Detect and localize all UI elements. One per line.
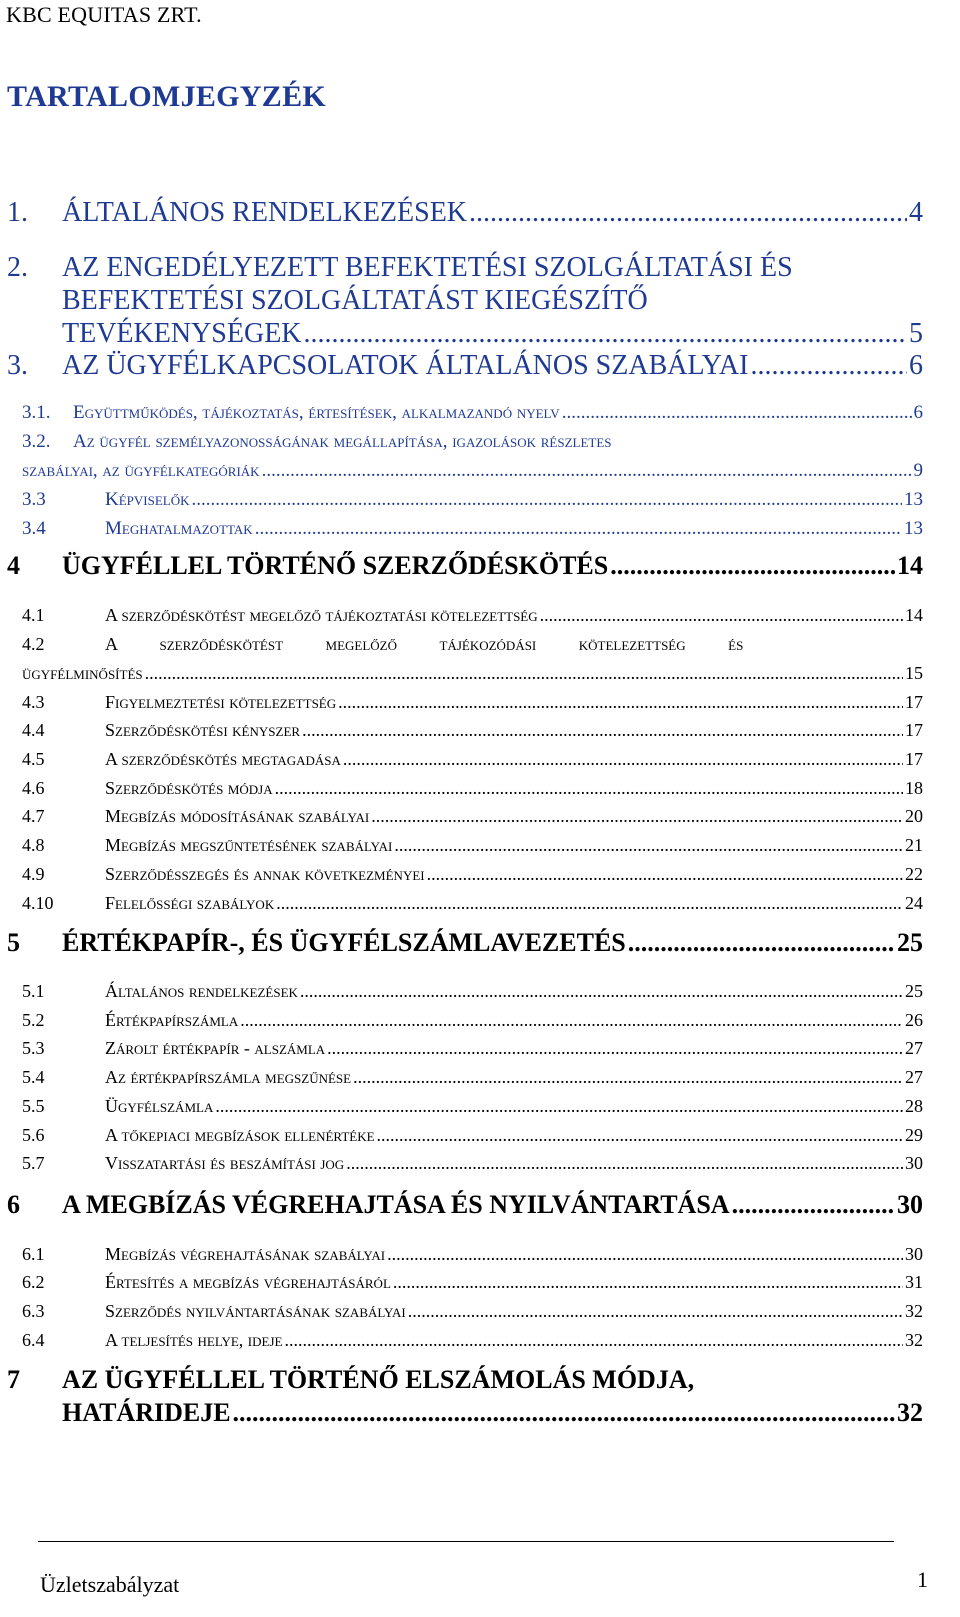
- dot-leader: [732, 1190, 895, 1220]
- toc-entry-text: A szerződéskötés megtagadása: [105, 749, 341, 769]
- toc-page-number: 27: [905, 1067, 923, 1087]
- toc-entry-number: 4.2: [22, 634, 45, 654]
- toc-entry-number: 2.: [7, 252, 28, 283]
- toc-entry-number: 5: [7, 928, 20, 957]
- toc-entry-text: BEFEKTETÉSI SZOLGÁLTATÁST KIEGÉSZÍTŐ: [62, 285, 648, 316]
- dot-leader: [540, 605, 903, 626]
- toc-page-number: 32: [905, 1301, 923, 1321]
- toc-page-number: 30: [897, 1190, 923, 1219]
- toc-entry-text: HATÁRIDEJE: [62, 1398, 231, 1427]
- dot-leader: [343, 749, 903, 770]
- toc-page-number: 20: [905, 806, 923, 826]
- dot-leader: [377, 1125, 903, 1146]
- footer-document-name: Üzletszabályzat: [40, 1572, 180, 1597]
- toc-entry-text: Megbízás végrehajtásának szabályai: [105, 1244, 386, 1264]
- dot-leader: [276, 893, 903, 914]
- dot-leader: [145, 663, 903, 684]
- toc-entry-text: AZ ENGEDÉLYEZETT BEFEKTETÉSI SZOLGÁLTATÁSI ÉS: [62, 252, 793, 283]
- footer-divider: [38, 1541, 894, 1542]
- dot-leader: [393, 1272, 903, 1293]
- toc-page-number: 13: [904, 489, 923, 510]
- toc-entry-text: ÁLTALÁNOS RENDELKEZÉSEK: [62, 197, 468, 228]
- toc-page-number: 17: [905, 692, 923, 712]
- toc-page-number: 32: [897, 1398, 923, 1427]
- toc-page-number: 4: [909, 197, 923, 228]
- toc-entry-number: 4.1: [22, 605, 45, 625]
- toc-entry-text: Felelősségi szabályok: [105, 893, 275, 913]
- dot-leader: [300, 981, 903, 1002]
- toc-entry-number: 3.1.: [22, 402, 51, 423]
- toc-entry-number: 5.5: [22, 1096, 45, 1116]
- toc-entry-text: Figyelmeztetési kötelezettség: [105, 692, 337, 712]
- toc-entry-text: Általános rendelkezések: [105, 981, 298, 1001]
- toc-page-number: 25: [905, 981, 923, 1001]
- dot-leader: [346, 1153, 903, 1174]
- toc-page-number: 6: [909, 350, 923, 381]
- toc-page-number: 30: [905, 1153, 923, 1173]
- dot-leader: [353, 1067, 903, 1088]
- dot-leader: [233, 1398, 895, 1428]
- dot-leader: [302, 720, 903, 741]
- toc-entry-text: Meghatalmazottak: [105, 518, 253, 539]
- toc-page-number: 18: [905, 778, 923, 798]
- toc-entry-text: AZ ÜGYFÉLLEL TÖRTÉNŐ ELSZÁMOLÁS MÓDJA,: [62, 1365, 695, 1394]
- toc-entry-number: 4.8: [22, 835, 45, 855]
- toc-entry-text: Az ügyfél személyazonosságának megállapítása, igazolások részletes: [73, 431, 612, 452]
- toc-entry-number: 4.3: [22, 692, 45, 712]
- toc-entry-text: A szerződéskötést megelőző tájékozódási kötelezettség és: [105, 634, 744, 654]
- dot-leader: [215, 1096, 903, 1117]
- toc-entry-number: 4.6: [22, 778, 45, 798]
- toc-page-number: 14: [905, 605, 923, 625]
- toc-page-number: 30: [905, 1244, 923, 1264]
- company-header: KBC EQUITAS ZRT.: [6, 2, 202, 27]
- dot-leader: [610, 551, 895, 581]
- footer-page-number: 1: [917, 1567, 928, 1592]
- toc-page-number: 22: [905, 864, 923, 884]
- toc-entry-number: 6.1: [22, 1244, 45, 1264]
- toc-page-number: 9: [913, 460, 923, 481]
- toc-page-number: 32: [905, 1330, 923, 1350]
- toc-entry-text: A teljesítés helye, ideje: [105, 1330, 283, 1350]
- dot-leader: [304, 318, 907, 350]
- toc-page-number: 29: [905, 1125, 923, 1145]
- toc-page-number: 25: [897, 928, 923, 957]
- toc-entry-text: TEVÉKENYSÉGEK: [62, 318, 302, 349]
- dot-leader: [628, 928, 895, 958]
- toc-page-number: 24: [905, 893, 923, 913]
- toc-entry-text: AZ ÜGYFÉLKAPCSOLATOK ÁLTALÁNOS SZABÁLYAI: [62, 350, 749, 381]
- toc-page-number: 27: [905, 1038, 923, 1058]
- toc-page-number: 15: [905, 663, 923, 683]
- toc-entry-text: Szerződéskötési kényszer: [105, 720, 301, 740]
- toc-entry-number: 5.2: [22, 1010, 45, 1030]
- dot-leader: [275, 778, 903, 799]
- toc-entry-number: 4.5: [22, 749, 45, 769]
- toc-entry-number: 4.9: [22, 864, 45, 884]
- toc-entry-text: ÉRTÉKPAPÍR-, ÉS ÜGYFÉLSZÁMLAVEZETÉS: [62, 928, 626, 957]
- toc-entry-text: szabályai, az ügyfélkategóriák: [22, 460, 260, 481]
- toc-entry-number: 5.3: [22, 1038, 45, 1058]
- toc-entry-text: Az értékpapírszámla megszűnése: [105, 1067, 352, 1087]
- dot-leader: [327, 1038, 903, 1059]
- toc-entry-number: 5.7: [22, 1153, 45, 1173]
- toc-entry-text: Együttműködés, tájékoztatás, értesítések, alkalmazandó nyelv: [73, 402, 560, 423]
- toc-page-number: 17: [905, 749, 923, 769]
- toc-entry-text: Szerződéskötés módja: [105, 778, 273, 798]
- toc-page-number: 17: [905, 720, 923, 740]
- toc-entry-text: Megbízás módosításának szabályai: [105, 806, 370, 826]
- dot-leader: [255, 518, 902, 540]
- dot-leader: [192, 489, 903, 511]
- toc-page-number: 21: [905, 835, 923, 855]
- toc-entry-number: 6.4: [22, 1330, 45, 1350]
- dot-leader: [427, 864, 903, 885]
- dot-leader: [338, 692, 903, 713]
- toc-entry-number: 6.2: [22, 1272, 45, 1292]
- toc-page-number: 26: [905, 1010, 923, 1030]
- toc-entry-number: 4.4: [22, 720, 45, 740]
- toc-entry-text: Képviselők: [105, 489, 190, 510]
- dot-leader: [387, 1244, 903, 1265]
- toc-title: TARTALOMJEGYZÉK: [7, 80, 327, 113]
- toc-entry-text: Ügyfélszámla: [105, 1096, 214, 1116]
- toc-entry-number: 4.7: [22, 806, 45, 826]
- toc-entry-number: 5.1: [22, 981, 45, 1001]
- dot-leader: [750, 350, 907, 382]
- toc-page-number: 13: [904, 518, 923, 539]
- toc-page-number: 6: [913, 402, 923, 423]
- toc-entry-number: 3.4: [22, 518, 46, 539]
- dot-leader: [284, 1330, 903, 1351]
- toc-page-number: 28: [905, 1096, 923, 1116]
- toc-entry-text: ÜGYFÉLLEL TÖRTÉNŐ SZERZŐDÉSKÖTÉS: [62, 551, 609, 580]
- dot-leader: [240, 1010, 903, 1031]
- toc-page-number: 5: [909, 318, 923, 349]
- toc-entry-number: 3.2.: [22, 431, 51, 452]
- toc-entry-number: 3.: [7, 350, 28, 381]
- toc-entry-text: Visszatartási és beszámítási jog: [105, 1153, 345, 1173]
- dot-leader: [408, 1301, 903, 1322]
- toc-entry-text: Megbízás megszűntetésének szabályai: [105, 835, 393, 855]
- toc-entry-number: 5.6: [22, 1125, 45, 1145]
- toc-entry-number: 4: [7, 551, 20, 580]
- dot-leader: [394, 835, 903, 856]
- toc-entry-text: A MEGBÍZÁS VÉGREHAJTÁSA ÉS NYILVÁNTARTÁSA: [62, 1190, 730, 1219]
- toc-entry-number: 1.: [7, 197, 28, 228]
- toc-entry-text: Szerződés nyilvántartásának szabályai: [105, 1301, 406, 1321]
- toc-entry-text: Értesítés a megbízás végrehajtásáról: [105, 1272, 391, 1292]
- toc-entry-text: ügyfélminősítés: [22, 663, 143, 683]
- toc-page-number: 31: [905, 1272, 923, 1292]
- toc-entry-text: Értékpapírszámla: [105, 1010, 239, 1030]
- toc-entry-number: 7: [7, 1365, 20, 1394]
- dot-leader: [262, 460, 912, 482]
- toc-entry-number: 5.4: [22, 1067, 45, 1087]
- toc-entry-number: 4.10: [22, 893, 54, 913]
- toc-entry-number: 6: [7, 1190, 20, 1219]
- toc-page-number: 14: [897, 551, 923, 580]
- toc-entry-number: 3.3: [22, 489, 46, 510]
- dot-leader: [562, 402, 912, 424]
- toc-entry-text: A tőkepiaci megbízások ellenértéke: [105, 1125, 375, 1145]
- toc-entry-text: A szerződéskötést megelőző tájékoztatási kötelezettség: [105, 605, 538, 625]
- dot-leader: [469, 197, 907, 229]
- toc-entry-text: Szerződésszegés és annak következményei: [105, 864, 425, 884]
- toc-entry-number: 6.3: [22, 1301, 45, 1321]
- toc-entry-text: Zárolt értékpapír - alszámla: [105, 1038, 326, 1058]
- dot-leader: [371, 806, 903, 827]
